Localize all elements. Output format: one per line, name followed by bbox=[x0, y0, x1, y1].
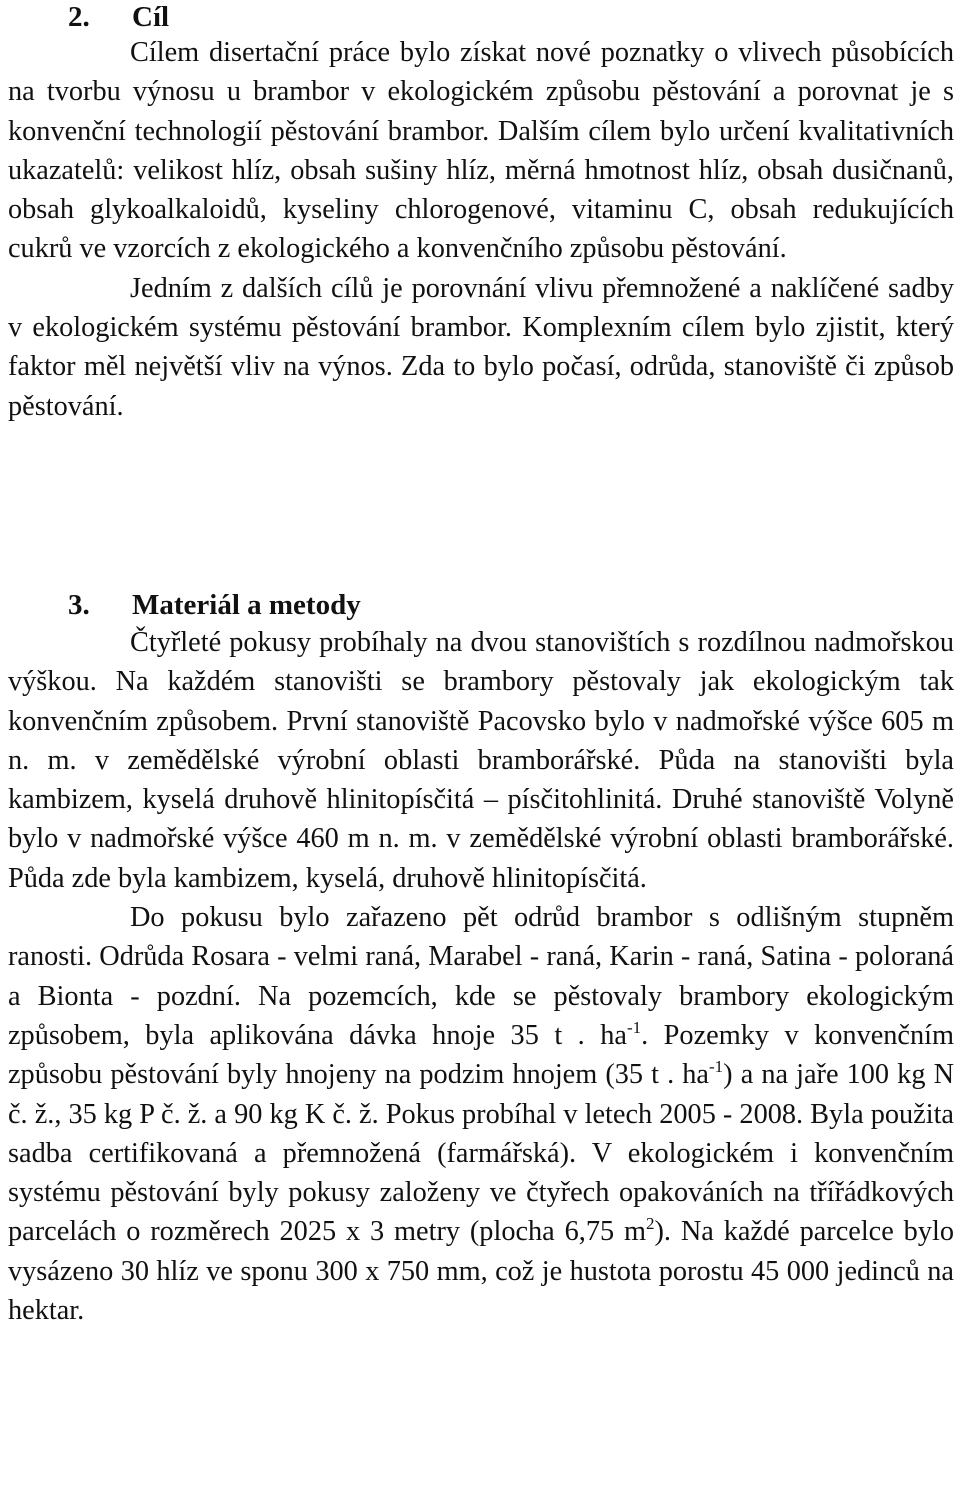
section-number: 2. bbox=[68, 1, 90, 33]
section-body-cil bbox=[8, 33, 954, 426]
section-body-material-a-metody bbox=[8, 623, 954, 1330]
section-heading-material-a-metody bbox=[68, 588, 361, 622]
superscript: -1 bbox=[626, 1017, 642, 1037]
paragraph-text: ) a na jaře 100 kg N č. ž., 35 kg P č. ž. a 90 kg K č. ž. Pokus probíhal v letech 2005 - 2008. Byla použita sadba certifikovaná a přemnožená (farmářská). V ekologickém i konvenčním systému pěstování byly pokusy založeny ve čtyřech opakováních na třířádkových parcelách o rozměrech 2025 x 3 metry (plocha 6,75 m bbox=[8, 1059, 955, 1248]
section-title: Cíl bbox=[132, 1, 170, 33]
paragraph: Čtyřleté pokusy probíhaly na dvou stanovištích s rozdílnou nadmořskou výškou. Na každém stanovišti se brambory pěstovaly jak ekologickým tak konvenčním způsobem. První stanoviště Pacovsko bylo v nadmořské výšce 605 m n. m. v zemědělské výrobní oblasti bramborářské. Půda na stanovišti byla kambizem, kyselá druhově hlinitopísčitá – písčitohlinitá. Druhé stanoviště Volyně bylo v nadmořské výšce 460 m n. m. v zemědělské výrobní oblasti bramborářské. Půda zde byla kambizem, kyselá, druhově hlinitopísčitá. bbox=[8, 627, 954, 894]
paragraph bbox=[8, 898, 954, 1330]
paragraph: Cílem disertační práce bylo získat nové poznatky o vlivech působících na tvorbu výnosu u brambor v ekologickém způsobu pěstování a porovnat je s konvenční technologií pěstování brambor. Dalším cílem bylo určení kvalitativních ukazatelů: velikost hlíz, obsah sušiny hlíz, měrná hmotnost hlíz, obsah dusičnanů, obsah glykoalkaloidů, kyseliny chlorogenové, vitaminu C, obsah redukujících cukrů ve vzorcích z ekologického a konvenčního způsobu pěstování. bbox=[8, 37, 954, 265]
section-heading-cil bbox=[68, 0, 169, 34]
superscript: 2 bbox=[646, 1214, 655, 1234]
superscript: -1 bbox=[709, 1057, 724, 1077]
paragraph-text: Do pokusu bylo zařazeno pět odrůd brambor s odlišným stupněm ranosti. Odrůda Rosara - velmi raná, Marabel - raná, Karin - raná, Satina - poloraná a Bionta - pozdní. Na pozemcích, kde se pěstovaly brambory ekologickým způsobem, byla aplikována dávka hnoje 35 t . ha bbox=[8, 902, 954, 1051]
paragraph-text: ). Na každé parcelce bylo vysázeno 30 hlíz ve sponu 300 x 750 mm, což je hustota porostu 45 000 jedinců na hektar. bbox=[8, 1216, 954, 1327]
paragraph: Jedním z dalších cílů je porovnání vlivu přemnožené a naklíčené sadby v ekologickém systému pěstování brambor. Komplexním cílem bylo zjistit, který faktor měl největší vliv na výnos. Zda to bylo počasí, odrůda, stanoviště či způsob pěstování. bbox=[8, 272, 954, 422]
paragraph-text: . Pozemky v konvenčním způsobu pěstování byly hnojeny na podzim hnojem (35 t . ha bbox=[8, 1019, 955, 1091]
section-number: 3. bbox=[68, 589, 90, 621]
section-title: Materiál a metody bbox=[132, 589, 361, 621]
